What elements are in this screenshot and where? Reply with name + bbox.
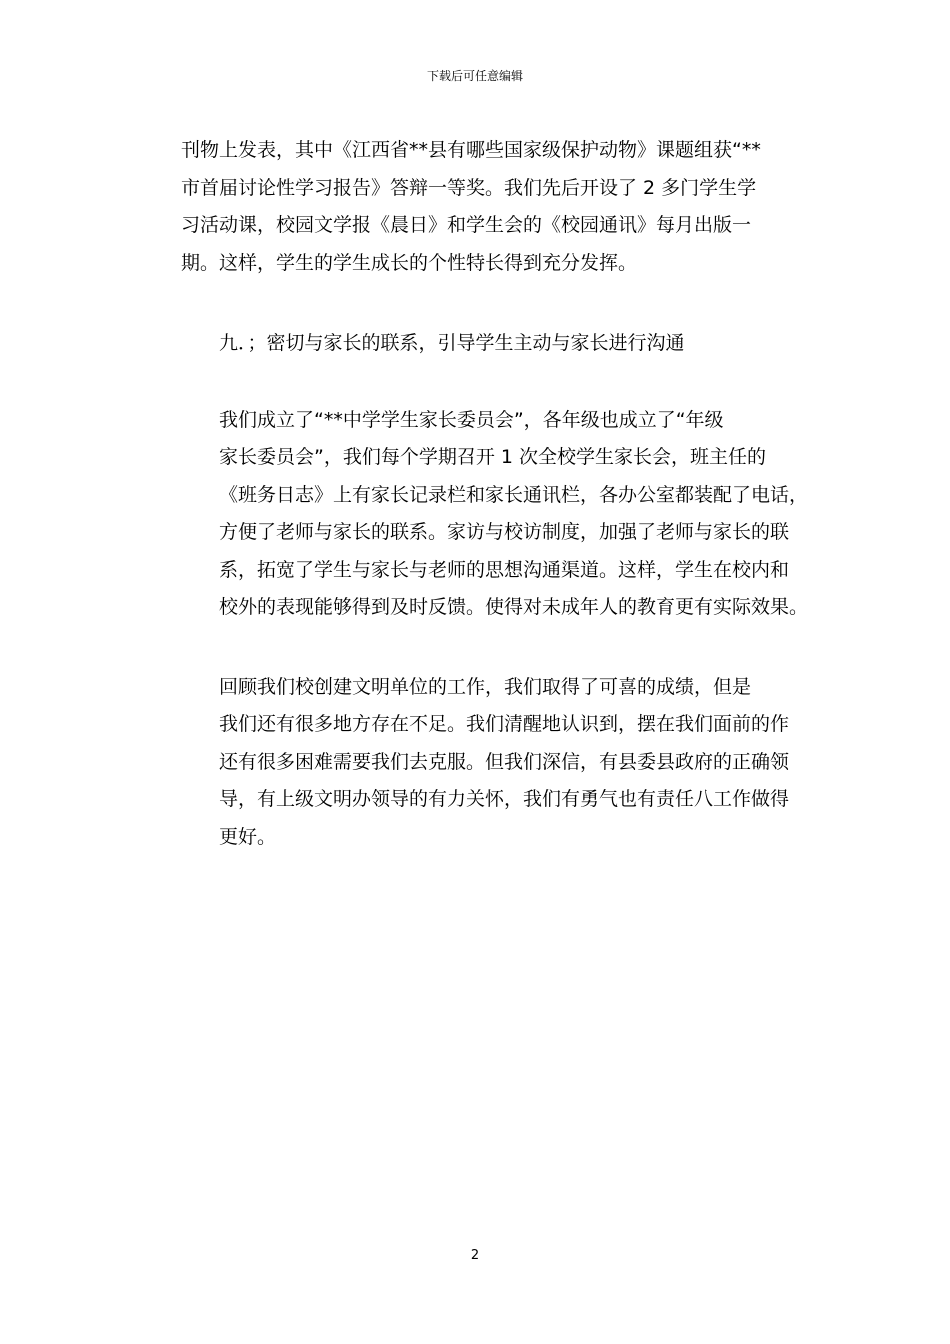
text-line: 导，有上级文明办领导的有力关怀，我们有勇气也有责任八工作做得 (219, 788, 790, 810)
page-number: 2 (470, 1248, 480, 1263)
text-line: 系，拓宽了学生与家长与老师的思想沟通渠道。这样，学生在校内和 (219, 558, 790, 581)
paragraph-review (181, 669, 790, 857)
text-line: 市首届讨论性学习报告》答辩一等奖。我们先后开设了 2 多门学生学 (181, 176, 757, 199)
text-line: 我们成立了“**中学学生家长委员会”，各年级也成立了“年级 (219, 408, 724, 431)
paragraph-spacer (181, 282, 771, 325)
text-line: 更好。 (219, 825, 277, 848)
text-line: 校外的表现能够得到及时反馈。使得对未成年人的教育更有实际效果。 (219, 596, 809, 618)
text-line: 习活动课，校园文学报《晨日》和学生会的《校园通讯》每月出版一 (181, 214, 752, 236)
paragraph-parents-committee (181, 402, 809, 627)
text-line: 《班务日志》上有家长记录栏和家长通讯栏，各办公室都装配了电话， (219, 483, 809, 506)
paragraph-publication (181, 132, 771, 282)
document-body (181, 132, 809, 856)
paragraph-spacer (181, 627, 771, 669)
section-heading: 九．；密切与家长的联系，引导学生主动与家长进行沟通 (219, 332, 685, 354)
page-header-note: 下载后可任意编辑 (426, 69, 523, 83)
text-line: 回顾我们校创建文明单位的工作，我们取得了可喜的成绩，但是 (219, 675, 752, 698)
text-line: 刊物上发表，其中《江西省**县有哪些国家级保护动物》课题组获“** (181, 139, 761, 161)
text-line: 还有很多困难需要我们去克服。但我们深信，有县委县政府的正确领 (219, 750, 790, 773)
text-line: 家长委员会”，我们每个学期召开 1 次全校学生家长会，班主任的 (219, 446, 767, 468)
text-line: 我们还有很多地方存在不足。我们清醒地认识到，摆在我们面前的作 (219, 713, 790, 735)
paragraph-spacer (181, 363, 771, 402)
text-line: 期。这样，学生的学生成长的个性特长得到充分发挥。 (181, 251, 638, 274)
text-line: 方便了老师与家长的联系。家访与校访制度，加强了老师与家长的联 (219, 521, 790, 543)
